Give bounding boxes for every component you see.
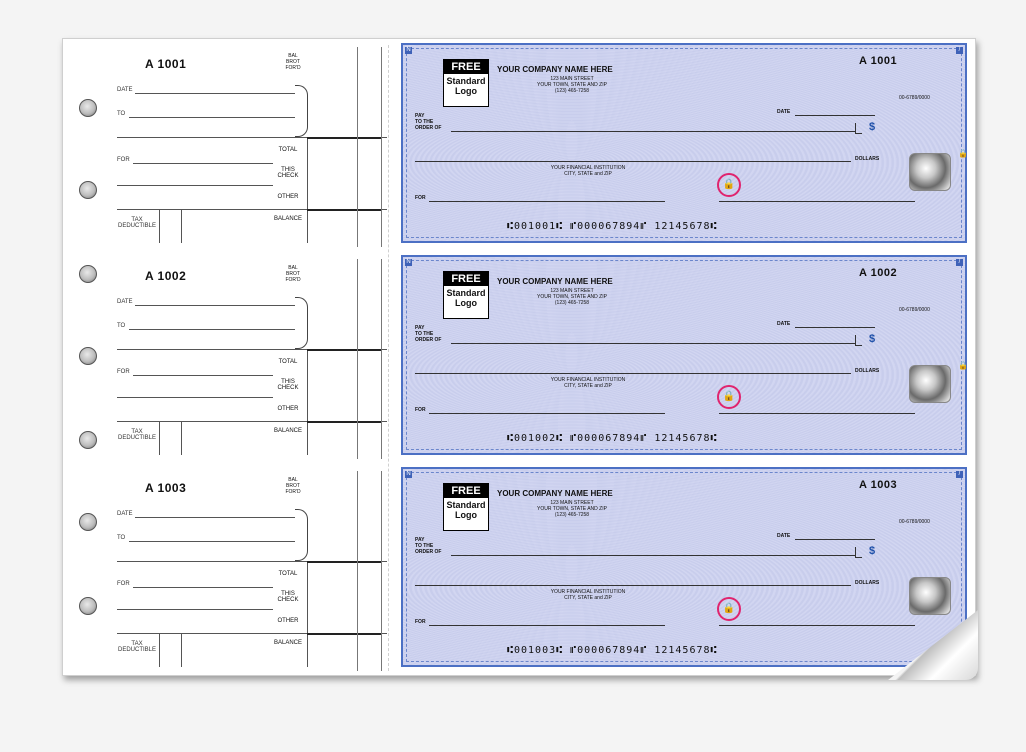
ledger-col [381, 47, 382, 247]
other-label: OTHER [277, 618, 299, 624]
payee-line [451, 555, 855, 556]
company-phone: (123) 465-7258 [554, 512, 590, 518]
tax-deductible-label: TAX DEDUCTIBLE [117, 429, 156, 441]
check-inner-border [406, 260, 962, 450]
signature-line [719, 413, 915, 414]
to-label: TO [117, 535, 126, 541]
logo-placeholder [443, 483, 489, 531]
stub-number: A 1002 [145, 269, 187, 283]
bank-info [513, 589, 663, 601]
dollar-sign: $ [869, 121, 876, 133]
bal-brot-fwd-label: BAL BROT FOR'D [285, 477, 301, 495]
total-label: TOTAL [278, 359, 298, 365]
for-line [133, 163, 273, 164]
corner-icon: / [956, 47, 963, 54]
stub-number: A 1003 [145, 481, 187, 495]
check-stub [63, 463, 393, 675]
date-label: DATE [117, 511, 133, 517]
check [401, 255, 967, 455]
bank-name: YOUR FINANCIAL INSTITUTION [550, 165, 626, 171]
routing-fraction: 00-6789/0000 [899, 307, 930, 313]
bank-city: CITY, STATE and ZIP [564, 595, 612, 601]
for-line-2 [117, 609, 273, 610]
ledger-col [381, 471, 382, 671]
corner-icon: N [406, 259, 411, 265]
dollar-sign: $ [869, 545, 876, 557]
for-line [133, 587, 273, 588]
routing-fraction: 00-6789/0000 [899, 95, 930, 101]
bank-name: YOUR FINANCIAL INSTITUTION [550, 377, 626, 383]
date-line [135, 93, 295, 94]
to-line [129, 117, 295, 118]
tax-deductible-label: TAX DEDUCTIBLE [117, 641, 156, 653]
corner-icon: N [406, 471, 411, 477]
ledger-col [357, 259, 358, 459]
memo-line [429, 201, 665, 202]
memo-label: FOR [415, 619, 426, 625]
amount-col [307, 137, 308, 243]
tax-divider-2 [181, 209, 182, 243]
total-rule [307, 561, 381, 563]
payee-line [451, 131, 855, 132]
amount-box [855, 335, 862, 346]
total-rule [307, 349, 381, 351]
pay-to-order-label [415, 113, 441, 131]
check-date-line [795, 539, 875, 540]
dollars-line [415, 585, 851, 586]
check-stub [63, 251, 393, 463]
memo-label: FOR [415, 195, 426, 201]
bank-city: CITY, STATE and ZIP [564, 383, 612, 389]
check [401, 467, 967, 667]
hologram-icon [909, 153, 951, 191]
pay-line1: PAY [415, 537, 425, 543]
for-label: FOR [117, 157, 130, 163]
memo-line [429, 625, 665, 626]
amount-box [855, 123, 862, 134]
padlock-icon: 🔒 [717, 173, 741, 197]
hologram-icon [909, 577, 951, 615]
routing-fraction: 00-6789/0000 [899, 519, 930, 525]
dollars-line [415, 161, 851, 162]
company-address [497, 500, 647, 518]
corner-icon: / [956, 259, 963, 266]
tax-divider-2 [181, 633, 182, 667]
company-street: 123 MAIN STREET [550, 500, 594, 506]
amount-col [307, 349, 308, 455]
date-label: DATE [117, 299, 133, 305]
deposits-brace [295, 509, 308, 561]
company-town: YOUR TOWN, STATE AND ZIP [537, 506, 607, 512]
bank-info [513, 165, 663, 177]
amount-box [855, 547, 862, 558]
memo-line [429, 413, 665, 414]
signature-line [719, 625, 915, 626]
padlock-icon: 🔒 [717, 597, 741, 621]
pay-line2: TO THE [415, 119, 434, 125]
balance-rule [307, 209, 381, 211]
balance-label: BALANCE [273, 640, 302, 646]
check [401, 43, 967, 243]
check-date-label: DATE [777, 109, 791, 115]
company-address [497, 288, 647, 306]
pay-line2: TO THE [415, 543, 434, 549]
ledger-col [357, 471, 358, 671]
company-name: YOUR COMPANY NAME HERE [497, 277, 613, 286]
dollars-line [415, 373, 851, 374]
company-street: 123 MAIN STREET [550, 288, 594, 294]
check-date-label: DATE [777, 533, 791, 539]
memo-label: FOR [415, 407, 426, 413]
company-name: YOUR COMPANY NAME HERE [497, 489, 613, 498]
check-inner-border [406, 48, 962, 238]
tax-divider [159, 209, 160, 243]
tax-divider [159, 421, 160, 455]
balance-label: BALANCE [273, 216, 302, 222]
for-line-2 [117, 397, 273, 398]
hologram-icon [909, 365, 951, 403]
check-number: A 1001 [859, 55, 898, 67]
check-number: A 1002 [859, 267, 898, 279]
for-line [133, 375, 273, 376]
company-street: 123 MAIN STREET [550, 76, 594, 82]
for-label: FOR [117, 581, 130, 587]
deposits-brace [295, 297, 308, 349]
this-check-label: THIS CHECK [277, 167, 299, 179]
logo-standard: Standard [446, 288, 486, 298]
company-phone: (123) 465-7258 [554, 300, 590, 306]
signature-line [719, 201, 915, 202]
logo-placeholder [443, 271, 489, 319]
tax-divider-2 [181, 421, 182, 455]
company-name: YOUR COMPANY NAME HERE [497, 65, 613, 74]
security-lock-icon: 🔒 [958, 361, 968, 370]
pay-line1: PAY [415, 113, 425, 119]
logo-text: Logo [455, 510, 477, 520]
for-line-2 [117, 185, 273, 186]
micr-line: ⑆001003⑆ ⑈000067894⑈ 12145678⑆ [507, 645, 718, 656]
check-number: A 1003 [859, 479, 898, 491]
pay-line3: ORDER OF [415, 125, 442, 131]
this-check-label: THIS CHECK [277, 591, 299, 603]
logo-placeholder [443, 59, 489, 107]
logo-free: FREE [444, 272, 488, 286]
micr-line: ⑆001002⑆ ⑈000067894⑈ 12145678⑆ [507, 433, 718, 444]
bank-city: CITY, STATE and ZIP [564, 171, 612, 177]
other-label: OTHER [277, 406, 299, 412]
to-line [129, 541, 295, 542]
corner-icon: N [406, 47, 411, 53]
logo-text: Logo [455, 86, 477, 96]
check-date-label: DATE [777, 321, 791, 327]
dollar-sign: $ [869, 333, 876, 345]
check-date-line [795, 115, 875, 116]
security-lock-icon: 🔒 [958, 149, 968, 158]
tax-divider [159, 633, 160, 667]
check-date-line [795, 327, 875, 328]
check-sheet [62, 38, 976, 676]
logo-standard: Standard [446, 500, 486, 510]
pay-line3: ORDER OF [415, 337, 442, 343]
company-phone: (123) 465-7258 [554, 88, 590, 94]
dollars-label: DOLLARS [855, 580, 880, 586]
bank-info [513, 377, 663, 389]
pay-line3: ORDER OF [415, 549, 442, 555]
company-town: YOUR TOWN, STATE AND ZIP [537, 294, 607, 300]
bank-name: YOUR FINANCIAL INSTITUTION [550, 589, 626, 595]
pay-to-order-label [415, 325, 441, 343]
balance-rule [307, 633, 381, 635]
stub-number: A 1001 [145, 57, 187, 71]
dollars-label: DOLLARS [855, 156, 880, 162]
tax-deductible-label: TAX DEDUCTIBLE [117, 217, 156, 229]
balance-rule [307, 421, 381, 423]
ledger-col [381, 259, 382, 459]
amount-col [307, 561, 308, 667]
logo-free: FREE [444, 60, 488, 74]
logo-free: FREE [444, 484, 488, 498]
company-town: YOUR TOWN, STATE AND ZIP [537, 82, 607, 88]
total-label: TOTAL [278, 147, 298, 153]
check-stub [63, 39, 393, 251]
payee-line [451, 343, 855, 344]
to-label: TO [117, 111, 126, 117]
to-line [129, 329, 295, 330]
check-inner-border [406, 472, 962, 662]
logo-standard: Standard [446, 76, 486, 86]
logo-text: Logo [455, 298, 477, 308]
date-label: DATE [117, 87, 133, 93]
bal-brot-fwd-label: BAL BROT FOR'D [285, 265, 301, 283]
bal-brot-fwd-label: BAL BROT FOR'D [285, 53, 301, 71]
to-label: TO [117, 323, 126, 329]
pay-line1: PAY [415, 325, 425, 331]
total-rule [307, 137, 381, 139]
pay-line2: TO THE [415, 331, 434, 337]
corner-icon: / [956, 471, 963, 478]
total-label: TOTAL [278, 571, 298, 577]
company-address [497, 76, 647, 94]
pay-to-order-label [415, 537, 441, 555]
balance-label: BALANCE [273, 428, 302, 434]
for-label: FOR [117, 369, 130, 375]
ledger-col [357, 47, 358, 247]
other-label: OTHER [277, 194, 299, 200]
padlock-icon: 🔒 [717, 385, 741, 409]
deposits-brace [295, 85, 308, 137]
micr-line: ⑆001001⑆ ⑈000067894⑈ 12145678⑆ [507, 221, 718, 232]
date-line [135, 305, 295, 306]
dollars-label: DOLLARS [855, 368, 880, 374]
this-check-label: THIS CHECK [277, 379, 299, 391]
date-line [135, 517, 295, 518]
